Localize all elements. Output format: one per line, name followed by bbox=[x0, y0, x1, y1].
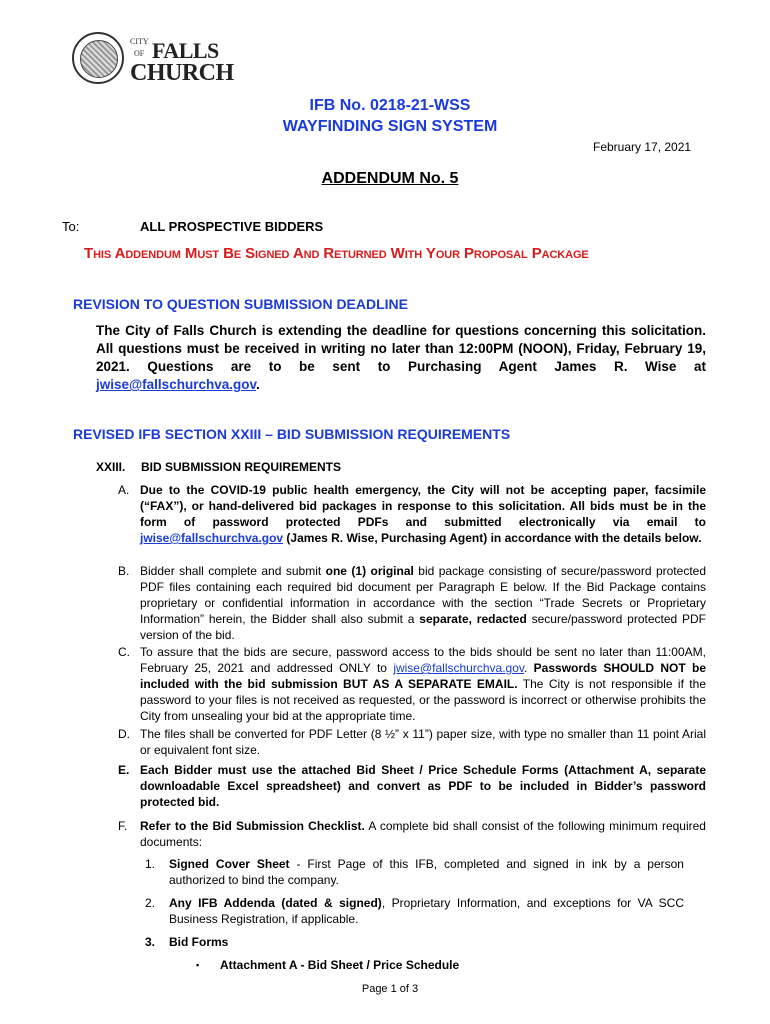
to-label: To: bbox=[62, 219, 80, 234]
document-date: February 17, 2021 bbox=[593, 140, 692, 154]
addendum-title: ADDENDUM No. 5 bbox=[321, 170, 459, 187]
subsection-number: XXIII. bbox=[96, 460, 126, 474]
to-recipients: ALL PROSPECTIVE BIDDERS bbox=[140, 219, 324, 234]
section-heading-bid-submission: REVISED IFB SECTION XXIII – BID SUBMISSION REQUIREMENTS bbox=[73, 426, 511, 442]
email-link[interactable]: jwise@fallschurchva.gov bbox=[140, 531, 284, 545]
bullet-square-icon: ▪ bbox=[196, 960, 200, 970]
logo-church-text: CHURCH bbox=[130, 60, 234, 86]
ifb-number: IFB No. 0218-21-WSS bbox=[309, 97, 471, 114]
city-logo bbox=[72, 32, 242, 92]
project-title: WAYFINDING SIGN SYSTEM bbox=[282, 118, 498, 135]
deadline-paragraph: The City of Falls Church is extending the deadline for questions concerning this solicitation. All questions must be received in writing no later than 12:00PM (NOON), Friday, February 19, 2021. Questions are to be sent to Purchasing Agent James R. Wise at jwise@fallschurchva.gov. bbox=[96, 323, 706, 392]
email-link[interactable]: jwise@fallschurchva.gov bbox=[393, 661, 524, 675]
signature-warning: This Addendum Must Be Signed And Returned With Your Proposal Package bbox=[84, 245, 589, 262]
logo-of-text: OF bbox=[134, 49, 145, 58]
logo-city-text: CITY bbox=[130, 37, 149, 46]
page-number: Page 1 of 3 bbox=[361, 983, 419, 995]
section-heading-deadline: REVISION TO QUESTION SUBMISSION DEADLINE bbox=[73, 296, 409, 312]
logo-falls-text: FALLS bbox=[152, 38, 219, 63]
subsection-title: BID SUBMISSION REQUIREMENTS bbox=[141, 460, 342, 474]
email-link[interactable]: jwise@fallschurchva.gov bbox=[96, 377, 256, 392]
city-seal-icon bbox=[72, 32, 124, 84]
